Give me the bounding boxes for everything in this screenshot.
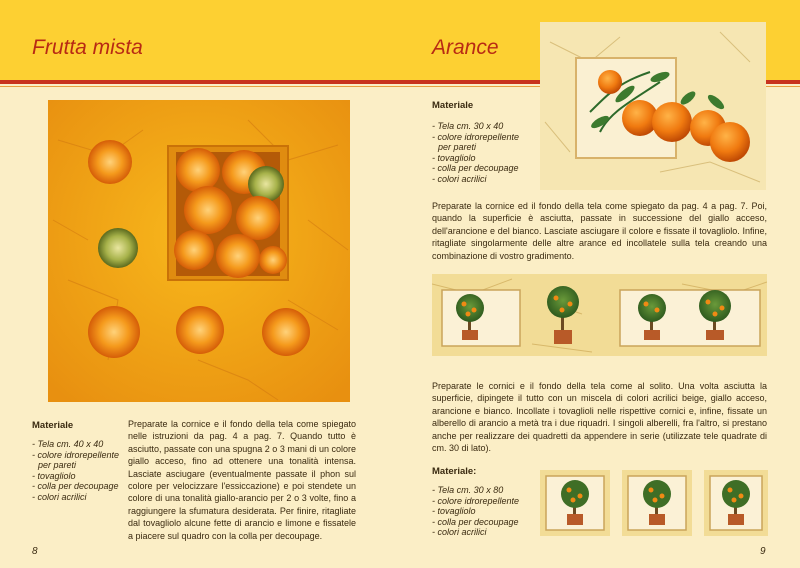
right-materials-list	[432, 121, 532, 185]
right-materials-title: Materiale	[432, 100, 474, 111]
material-item: - colori acrilici	[432, 173, 487, 184]
right-materials	[432, 100, 532, 185]
right-materials-2-title: Materiale:	[432, 466, 477, 477]
material-item: - colore idrorepellente	[432, 131, 520, 142]
oranges-canvas-image	[540, 22, 766, 190]
material-item: - Tela cm. 40 x 40	[32, 439, 104, 449]
left-materials-title: Materiale	[32, 420, 74, 431]
left-page-title: Frutta mista	[32, 36, 143, 59]
material-item: per pareti	[438, 142, 477, 153]
material-item: - Tela cm. 30 x 40	[432, 121, 504, 131]
left-materials-list	[32, 439, 122, 503]
material-item: - tovagliolo	[32, 470, 76, 481]
material-item: - tovagliolo	[432, 506, 476, 517]
material-item: - colla per decoupage	[432, 163, 519, 174]
right-instructions-1: Preparate la cornice ed il fondo della tela come spiegato da pag. 4 a pag. 7. Poi, quando la superficie è asciutta, passate in successione del giallo acceso, dell'arancione e del bianco. Lasciate asciugare il colore e fissate il tovagliolo. Infine, ritagliate singolarmente delle altre arance ed incollatele sulla tela creando una combinazione di vostro gradimento.	[432, 201, 767, 261]
small-tree-canvas-3	[704, 470, 768, 536]
left-instructions: Preparate la cornice e il fondo della tela come spiegato nelle istruzioni da pag. 4 a pag. 7. Quando tutto è asciutto, passate con una spugna 2 o 3 mani di un colore giallo acceso, fino ad ottenere una tonalità intensa. Lasciate asciugare (eventualmente passate il phon sul colore per velocizzare l'essiccazione) e poi stendete un colore di una tonalità giallo-arancio per 2 o 3 volte, fino a raggiungere la sfumatura desiderata. Per finire, ritagliate dal tovagliolo alcune fette di arancio e limone e fissatele a piacere sul quadro con la colla per decoupage.	[128, 419, 356, 541]
material-item: - Tela cm. 30 x 80	[432, 485, 504, 495]
right-page-number: 9	[760, 546, 766, 557]
material-item: - colla per decoupage	[432, 516, 519, 527]
material-item: - tovagliolo	[432, 152, 476, 163]
material-item: - colore idrorepellente	[32, 449, 120, 460]
right-page-title: Arance	[432, 36, 499, 59]
right-materials-2-list	[432, 485, 532, 538]
right-instructions-2: Preparate le cornici e il fondo della tela come al solito. Una volta asciutta la superficie, dipingete il tutto con un miscela di colori acrilici beige, giallo acceso, arancione e bianco. Incollate i tovaglioli nelle rispettive cornici e, infine, fissate un alberello di arancio a metà tra i due riquadri. I singoli alberelli, fra l'altro, si prestano anche per realizzare dei quadretti da appendere in serie (utilizzate tele quadrate di cm. 30 di lato).	[432, 381, 767, 454]
left-page-number: 8	[32, 546, 38, 557]
material-item: - colla per decoupage	[32, 481, 119, 492]
small-tree-canvas-2	[622, 470, 692, 536]
mixed-fruit-canvas-image	[48, 100, 350, 402]
material-item: - colori acrilici	[432, 527, 487, 538]
orange-trees-canvas-image	[432, 274, 767, 356]
material-item: - colore idrorepellente	[432, 495, 520, 506]
material-item: - colori acrilici	[32, 491, 87, 502]
left-materials	[32, 420, 122, 503]
right-materials-2	[432, 466, 532, 538]
material-item: per pareti	[38, 460, 77, 471]
small-tree-canvas-1	[540, 470, 610, 536]
